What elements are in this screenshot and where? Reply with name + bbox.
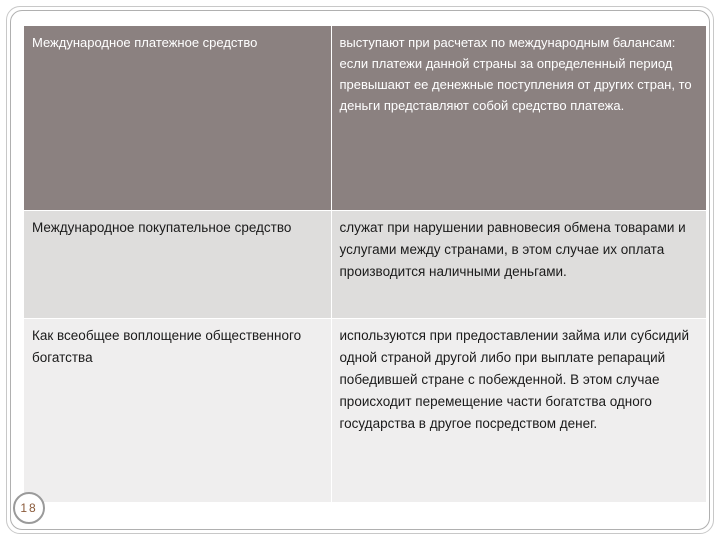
table-cell-term: Международное платежное средство bbox=[24, 26, 331, 210]
table-row bbox=[24, 210, 706, 318]
table-cell-term: Международное покупательное средство bbox=[24, 210, 331, 318]
slide-number-badge: 18 bbox=[13, 492, 45, 524]
table-row bbox=[24, 26, 706, 210]
functions-table bbox=[24, 26, 706, 502]
table-cell-description: используются при предоставлении займа или субсидий одной страной другой либо при выплате репараций победившей стране с побежденной. В этом случае происходит перемещение части богатства одного государства в другое посредством денег. bbox=[331, 318, 706, 502]
table-cell-description: служат при нарушении равновесия обмена товарами и услугами между странами, в этом случае их оплата производится наличными деньгами. bbox=[331, 210, 706, 318]
table-cell-description: выступают при расчетах по международным балансам: если платежи данной страны за определенный период превышают ее денежные поступления от других стран, то деньги представляют собой средство платежа. bbox=[331, 26, 706, 210]
table-cell-term: Как всеобщее воплощение общественного богатства bbox=[24, 318, 331, 502]
table-row bbox=[24, 318, 706, 502]
